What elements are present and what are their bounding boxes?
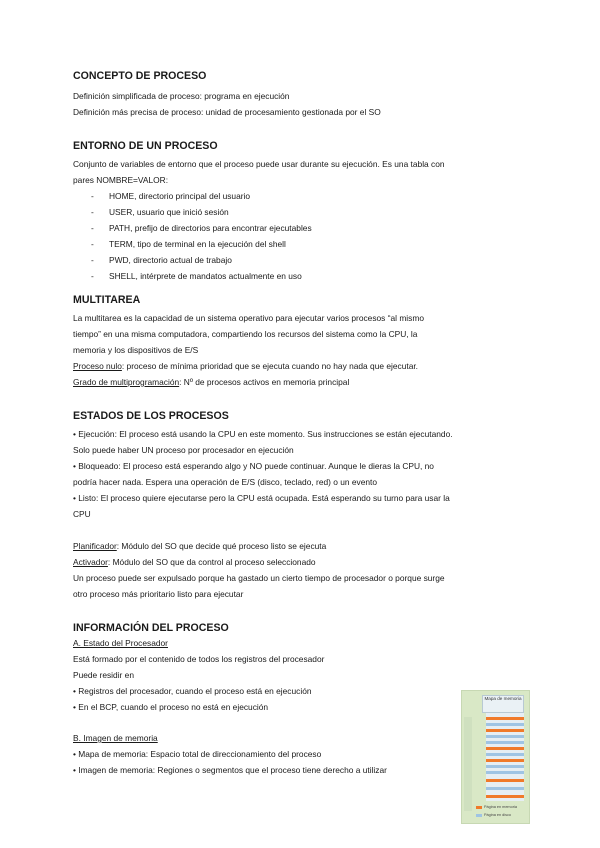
text-line: Definición simplificada de proceso: programa en ejecución (73, 91, 290, 101)
text-line: Conjunto de variables de entorno que el proceso puede usar durante su ejecución. Es una tabla con (73, 159, 445, 169)
text-line: podría hacer nada. Espera una operación de E/S (disco, teclado, red) o un evento (73, 477, 378, 487)
list-item: - PATH, prefijo de directorios para encontrar ejecutables (91, 223, 312, 233)
text-line: Puede residir en (73, 670, 134, 680)
section-title-informacion: INFORMACIÓN DEL PROCESO (73, 622, 229, 634)
list-item: - SHELL, intérprete de mandatos actualmente en uso (91, 271, 302, 281)
section-title-estados: ESTADOS DE LOS PROCESOS (73, 410, 229, 422)
page-on-disk (486, 723, 524, 726)
subsection-title-estado-procesador: A. Estado del Procesador (73, 638, 168, 648)
text-line: • En el BCP, cuando el proceso no está en ejecución (73, 702, 269, 712)
page-in-memory (486, 747, 524, 750)
text-line: • Listo: El proceso quiere ejecutarse pero la CPU está ocupada. Está esperando su turno para usar la (73, 493, 450, 503)
text-line: • Bloqueado: El proceso está esperando algo y NO puede continuar. Aunque le dieras la CPU, no (73, 461, 434, 471)
text-line: pares NOMBRE=VALOR: (73, 175, 169, 185)
list-item: - TERM, tipo de terminal en la ejecución del shell (91, 239, 286, 249)
page-on-disk (486, 741, 524, 744)
section-title-multitarea: MULTITAREA (73, 294, 141, 306)
subsection-title-imagen-memoria: B. Imagen de memoria (73, 733, 158, 743)
text-line: CPU (73, 509, 91, 519)
memory-pages-column (486, 713, 524, 801)
page-on-disk (486, 771, 524, 774)
section-title-concepto: CONCEPTO DE PROCESO (73, 70, 207, 82)
text-line: Un proceso puede ser expulsado porque ha gastado un cierto tiempo de procesador o porque surge (73, 573, 445, 583)
legend-in-memory: Página en memoria (476, 805, 517, 809)
definition-proceso-nulo: Proceso nulo: proceso de mínima prioridad que se ejecuta cuando no hay nada que ejecutar. (73, 361, 419, 371)
document-page (73, 70, 533, 778)
text-line: tiempo” en una misma computadora, compartiendo los recursos del sistema como la CPU, la (73, 329, 418, 339)
figure-side-label (464, 717, 472, 811)
text-line: • Registros del procesador, cuando el proceso está en ejecución (73, 686, 312, 696)
definition-planificador: Planificador: Módulo del SO que decide qué proceso listo se ejecuta (73, 541, 327, 551)
definition-grado-multiprogramacion: Grado de multiprogramación: Nº de procesos activos en memoria principal (73, 377, 350, 387)
page-in-memory (486, 759, 524, 762)
page-in-memory (486, 795, 524, 798)
definition-activador: Activador: Módulo del SO que da control al proceso seleccionado (73, 557, 316, 567)
page-in-memory (486, 779, 524, 782)
page-on-disk (486, 765, 524, 768)
list-item: - USER, usuario que inició sesión (91, 207, 229, 217)
figure-title: Mapa de memoria (482, 695, 524, 713)
text-line: • Ejecución: El proceso está usando la CPU en este momento. Sus instrucciones se están ejecutando. (73, 429, 453, 439)
section-title-entorno: ENTORNO DE UN PROCESO (73, 140, 218, 152)
text-line: otro proceso más prioritario listo para ejecutar (73, 589, 244, 599)
text-line: Solo puede haber UN proceso por procesador en ejecución (73, 445, 294, 455)
legend-on-disk: Página en disco (476, 813, 511, 817)
text-line: • Mapa de memoria: Espacio total de direccionamiento del proceso (73, 749, 322, 759)
page-on-disk (486, 735, 524, 738)
page-in-memory (486, 717, 524, 720)
text-line: memoria y los dispositivos de E/S (73, 345, 199, 355)
text-line: Definición más precisa de proceso: unidad de procesamiento gestionada por el SO (73, 107, 381, 117)
page-in-memory (486, 729, 524, 732)
page-on-disk (486, 787, 524, 790)
text-line: Está formado por el contenido de todos los registros del procesador (73, 654, 325, 664)
page-on-disk (486, 753, 524, 756)
text-line: • Imagen de memoria: Regiones o segmentos que el proceso tiene derecho a utilizar (73, 765, 387, 775)
list-item: - PWD, directorio actual de trabajo (91, 255, 232, 265)
memory-map-figure (461, 690, 530, 824)
list-item: - HOME, directorio principal del usuario (91, 191, 251, 201)
text-line: La multitarea es la capacidad de un sistema operativo para ejecutar varios procesos “al mismo (73, 313, 424, 323)
